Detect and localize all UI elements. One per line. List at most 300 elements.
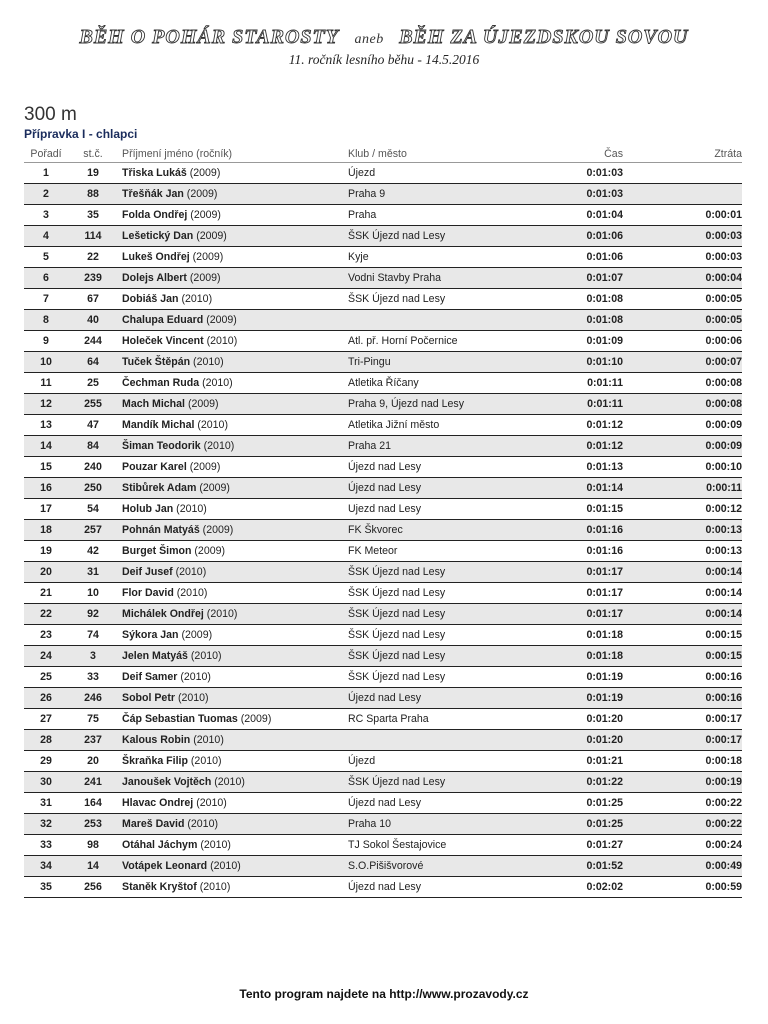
- cell-bib: 3: [68, 646, 118, 667]
- cell-position: 2: [24, 184, 68, 205]
- runner-name: Sýkora Jan: [122, 629, 179, 641]
- cell-time: 0:01:20: [548, 709, 698, 730]
- runner-year: (2010): [199, 881, 231, 893]
- cell-time: 0:01:06: [548, 226, 698, 247]
- cell-time: 0:01:09: [548, 331, 698, 352]
- runner-name: Mareš David: [122, 818, 185, 830]
- table-row: [24, 478, 742, 499]
- cell-loss: 0:00:14: [698, 562, 742, 583]
- cell-time: 0:01:11: [548, 373, 698, 394]
- cell-loss: 0:00:11: [698, 478, 742, 499]
- cell-time: 0:01:16: [548, 541, 698, 562]
- runner-name: Otáhal Jáchym: [122, 839, 198, 851]
- cell-bib: 240: [68, 457, 118, 478]
- cell-name: [118, 205, 348, 226]
- cell-loss: 0:00:10: [698, 457, 742, 478]
- cell-position: 9: [24, 331, 68, 352]
- cell-loss: 0:00:22: [698, 793, 742, 814]
- table-row: [24, 709, 742, 730]
- cell-time: 0:01:20: [548, 730, 698, 751]
- cell-time: 0:01:19: [548, 667, 698, 688]
- cell-time: 0:01:07: [548, 268, 698, 289]
- cell-position: 31: [24, 793, 68, 814]
- cell-name: [118, 184, 348, 205]
- cell-position: 27: [24, 709, 68, 730]
- runner-name: Flor David: [122, 587, 174, 599]
- cell-position: 19: [24, 541, 68, 562]
- table-row: [24, 373, 742, 394]
- cell-club: ŠSK Újezd nad Lesy: [348, 289, 548, 310]
- cell-time: 0:01:16: [548, 520, 698, 541]
- runner-name: Holeček Vincent: [122, 335, 204, 347]
- cell-bib: 84: [68, 436, 118, 457]
- cell-name: [118, 373, 348, 394]
- cell-name: [118, 835, 348, 856]
- cell-loss: 0:00:06: [698, 331, 742, 352]
- runner-year: (2009): [187, 398, 219, 410]
- cell-time: 0:01:15: [548, 499, 698, 520]
- cell-bib: 31: [68, 562, 118, 583]
- cell-name: [118, 877, 348, 898]
- cell-time: 0:01:18: [548, 625, 698, 646]
- runner-name: Pohnán Matyáš: [122, 524, 200, 536]
- runner-year: (2009): [181, 629, 213, 641]
- table-row: [24, 205, 742, 226]
- cell-bib: 257: [68, 520, 118, 541]
- runner-year: (2010): [210, 860, 241, 872]
- cell-loss: 0:00:49: [698, 856, 742, 877]
- runner-name: Folda Ondřej: [122, 209, 188, 221]
- cell-position: 12: [24, 394, 68, 415]
- col-header-loss: Ztráta: [698, 145, 742, 163]
- cell-loss: 0:00:19: [698, 772, 742, 793]
- event-title-left: BĚH O POHÁR STAROSTY: [79, 26, 339, 48]
- cell-bib: 92: [68, 604, 118, 625]
- cell-bib: 237: [68, 730, 118, 751]
- runner-year: (2010): [196, 797, 227, 809]
- table-row: [24, 562, 742, 583]
- cell-name: [118, 499, 348, 520]
- table-row: [24, 877, 742, 898]
- cell-bib: 35: [68, 205, 118, 226]
- runner-year: (2010): [200, 839, 231, 851]
- cell-name: [118, 583, 348, 604]
- cell-name: [118, 310, 348, 331]
- table-row: [24, 625, 742, 646]
- cell-bib: 20: [68, 751, 118, 772]
- cell-name: [118, 541, 348, 562]
- runner-name: Lešetický Dan: [122, 230, 194, 242]
- table-row: [24, 163, 742, 184]
- cell-bib: 255: [68, 394, 118, 415]
- cell-position: 34: [24, 856, 68, 877]
- cell-bib: 19: [68, 163, 118, 184]
- col-header-position: Pořadí: [24, 145, 68, 163]
- race-distance: 300 m: [24, 104, 77, 125]
- cell-loss: 0:00:08: [698, 373, 742, 394]
- cell-club: TJ Sokol Šestajovice: [348, 835, 548, 856]
- cell-time: 0:01:17: [548, 562, 698, 583]
- table-row: [24, 541, 742, 562]
- table-row: [24, 268, 742, 289]
- runner-year: (2010): [176, 503, 207, 515]
- table-row: [24, 646, 742, 667]
- runner-year: (2009): [189, 461, 221, 473]
- cell-position: 14: [24, 436, 68, 457]
- cell-bib: 114: [68, 226, 118, 247]
- cell-time: 0:01:25: [548, 814, 698, 835]
- cell-time: 0:01:12: [548, 415, 698, 436]
- table-row: [24, 772, 742, 793]
- runner-year: (2010): [176, 587, 208, 599]
- cell-position: 30: [24, 772, 68, 793]
- cell-position: 23: [24, 625, 68, 646]
- runner-year: (2010): [181, 293, 213, 305]
- runner-name: Lukeš Ondřej: [122, 251, 190, 263]
- cell-bib: 67: [68, 289, 118, 310]
- runner-name: Hlavac Ondrej: [122, 797, 194, 809]
- cell-club: Atletika Jižní město: [348, 415, 548, 436]
- cell-club: Atletika Říčany: [348, 373, 548, 394]
- cell-name: [118, 226, 348, 247]
- cell-loss: 0:00:59: [698, 877, 742, 898]
- cell-name: [118, 730, 348, 751]
- cell-loss: 0:00:08: [698, 394, 742, 415]
- cell-club: RC Sparta Praha: [348, 709, 548, 730]
- cell-loss: [698, 163, 742, 184]
- table-row: [24, 394, 742, 415]
- cell-time: 0:01:14: [548, 478, 698, 499]
- cell-club: Praha 10: [348, 814, 548, 835]
- cell-club: FK Meteor: [348, 541, 548, 562]
- cell-bib: 14: [68, 856, 118, 877]
- cell-name: [118, 751, 348, 772]
- cell-time: 0:01:03: [548, 163, 698, 184]
- cell-name: [118, 415, 348, 436]
- cell-name: [118, 856, 348, 877]
- runner-name: Jelen Matyáš: [122, 650, 188, 662]
- cell-bib: 47: [68, 415, 118, 436]
- cell-bib: 54: [68, 499, 118, 520]
- cell-name: [118, 331, 348, 352]
- runner-name: Holub Jan: [122, 503, 174, 515]
- cell-bib: 239: [68, 268, 118, 289]
- cell-bib: 256: [68, 877, 118, 898]
- cell-position: 3: [24, 205, 68, 226]
- cell-position: 22: [24, 604, 68, 625]
- cell-position: 7: [24, 289, 68, 310]
- cell-time: 0:01:17: [548, 604, 698, 625]
- cell-loss: 0:00:03: [698, 247, 742, 268]
- cell-club: Praha 9, Újezd nad Lesy: [348, 394, 548, 415]
- cell-loss: 0:00:07: [698, 352, 742, 373]
- cell-name: [118, 814, 348, 835]
- runner-year: (2009): [240, 713, 272, 725]
- table-row: [24, 499, 742, 520]
- cell-club: Praha 21: [348, 436, 548, 457]
- cell-position: 21: [24, 583, 68, 604]
- event-title-join: aneb: [354, 32, 384, 47]
- col-header-bib: st.č.: [68, 145, 118, 163]
- cell-position: 16: [24, 478, 68, 499]
- cell-club: Újezd: [348, 751, 548, 772]
- cell-bib: 88: [68, 184, 118, 205]
- table-row: [24, 247, 742, 268]
- cell-time: 0:01:03: [548, 184, 698, 205]
- cell-loss: 0:00:09: [698, 436, 742, 457]
- cell-loss: 0:00:16: [698, 667, 742, 688]
- cell-loss: 0:00:14: [698, 583, 742, 604]
- cell-club: ŠSK Újezd nad Lesy: [348, 226, 548, 247]
- runner-name: Tuček Štěpán: [122, 356, 191, 368]
- runner-year: (2010): [190, 650, 222, 662]
- cell-loss: 0:00:24: [698, 835, 742, 856]
- cell-name: [118, 667, 348, 688]
- table-row: [24, 226, 742, 247]
- cell-name: [118, 772, 348, 793]
- table-row: [24, 436, 742, 457]
- cell-time: 0:01:06: [548, 247, 698, 268]
- cell-loss: 0:00:15: [698, 625, 742, 646]
- cell-club: ŠSK Újezd nad Lesy: [348, 625, 548, 646]
- cell-time: 0:01:12: [548, 436, 698, 457]
- event-title-right: BĚH ZA ÚJEZDSKOU SOVOU: [399, 26, 689, 48]
- col-header-name: Příjmení jméno (ročník): [118, 145, 348, 163]
- runner-year: (2009): [206, 314, 237, 326]
- cell-name: [118, 289, 348, 310]
- table-row: [24, 289, 742, 310]
- cell-time: 0:01:10: [548, 352, 698, 373]
- results-table: [24, 145, 742, 898]
- cell-position: 13: [24, 415, 68, 436]
- cell-loss: [698, 184, 742, 205]
- cell-name: [118, 247, 348, 268]
- cell-position: 15: [24, 457, 68, 478]
- cell-loss: 0:00:16: [698, 688, 742, 709]
- results-header-row: [24, 145, 742, 163]
- cell-club: ŠSK Újezd nad Lesy: [348, 646, 548, 667]
- col-header-time: Čas: [548, 145, 698, 163]
- cell-club: Újezd nad Lesy: [348, 688, 548, 709]
- table-row: [24, 352, 742, 373]
- cell-club: Praha 9: [348, 184, 548, 205]
- cell-name: [118, 604, 348, 625]
- cell-club: Ujezd nad Lesy: [348, 499, 548, 520]
- runner-year: (2010): [203, 440, 235, 452]
- table-row: [24, 688, 742, 709]
- cell-club: Atl. př. Horní Počernice: [348, 331, 548, 352]
- runner-year: (2009): [202, 524, 234, 536]
- runner-name: Kalous Robin: [122, 734, 191, 746]
- cell-position: 29: [24, 751, 68, 772]
- runner-year: (2009): [186, 188, 218, 200]
- runner-name: Staněk Kryštof: [122, 881, 197, 893]
- cell-loss: 0:00:03: [698, 226, 742, 247]
- table-row: [24, 604, 742, 625]
- cell-bib: 241: [68, 772, 118, 793]
- cell-position: 10: [24, 352, 68, 373]
- cell-club: ŠSK Újezd nad Lesy: [348, 583, 548, 604]
- runner-year: (2010): [193, 356, 224, 368]
- cell-club: Praha: [348, 205, 548, 226]
- cell-time: 0:01:19: [548, 688, 698, 709]
- runner-year: (2009): [189, 272, 221, 284]
- cell-time: 0:01:27: [548, 835, 698, 856]
- table-row: [24, 520, 742, 541]
- runner-name: Pouzar Karel: [122, 461, 187, 473]
- table-row: [24, 856, 742, 877]
- runner-name: Třiska Lukáš: [122, 167, 187, 179]
- cell-position: 4: [24, 226, 68, 247]
- cell-name: [118, 625, 348, 646]
- cell-name: [118, 478, 348, 499]
- cell-loss: 0:00:18: [698, 751, 742, 772]
- runner-name: Deif Samer: [122, 671, 178, 683]
- table-row: [24, 793, 742, 814]
- runner-year: (2010): [177, 692, 209, 704]
- runner-name: Janoušek Vojtěch: [122, 776, 212, 788]
- runner-year: (2010): [206, 608, 238, 620]
- cell-bib: 253: [68, 814, 118, 835]
- cell-club: Vodni Stavby Praha: [348, 268, 548, 289]
- cell-loss: 0:00:09: [698, 415, 742, 436]
- runner-name: Sobol Petr: [122, 692, 175, 704]
- cell-name: [118, 562, 348, 583]
- cell-time: 0:01:13: [548, 457, 698, 478]
- cell-position: 20: [24, 562, 68, 583]
- cell-bib: 75: [68, 709, 118, 730]
- runner-name: Mandík Michal: [122, 419, 195, 431]
- cell-time: 0:02:02: [548, 877, 698, 898]
- cell-club: ŠSK Újezd nad Lesy: [348, 667, 548, 688]
- runner-year: (2009): [189, 167, 221, 179]
- cell-name: [118, 646, 348, 667]
- cell-position: 6: [24, 268, 68, 289]
- cell-position: 32: [24, 814, 68, 835]
- cell-time: 0:01:25: [548, 793, 698, 814]
- cell-club: Kyje: [348, 247, 548, 268]
- cell-loss: 0:00:05: [698, 289, 742, 310]
- runner-year: (2010): [202, 377, 233, 389]
- cell-position: 33: [24, 835, 68, 856]
- runner-name: Deif Jusef: [122, 566, 173, 578]
- event-subtitle: 11. ročník lesního běhu - 14.5.2016: [288, 52, 480, 67]
- cell-position: 28: [24, 730, 68, 751]
- cell-name: [118, 457, 348, 478]
- cell-name: [118, 394, 348, 415]
- table-row: [24, 583, 742, 604]
- cell-bib: 64: [68, 352, 118, 373]
- table-row: [24, 667, 742, 688]
- cell-loss: 0:00:15: [698, 646, 742, 667]
- runner-year: (2010): [180, 671, 211, 683]
- cell-position: 8: [24, 310, 68, 331]
- cell-bib: 40: [68, 310, 118, 331]
- runner-year: (2010): [175, 566, 207, 578]
- cell-loss: 0:00:12: [698, 499, 742, 520]
- cell-name: [118, 688, 348, 709]
- runner-year: (2010): [214, 776, 245, 788]
- table-row: [24, 415, 742, 436]
- cell-position: 26: [24, 688, 68, 709]
- cell-name: [118, 268, 348, 289]
- cell-loss: 0:00:13: [698, 541, 742, 562]
- runner-name: Čechman Ruda: [122, 377, 200, 389]
- table-row: [24, 835, 742, 856]
- runner-name: Chalupa Eduard: [122, 314, 204, 326]
- runner-year: (2009): [194, 545, 226, 557]
- runner-year: (2009): [199, 482, 230, 494]
- runner-year: (2009): [190, 209, 221, 221]
- cell-club: [348, 730, 548, 751]
- cell-time: 0:01:21: [548, 751, 698, 772]
- cell-bib: 10: [68, 583, 118, 604]
- cell-club: Újezd nad Lesy: [348, 457, 548, 478]
- runner-name: Michálek Ondřej: [122, 608, 204, 620]
- cell-time: 0:01:17: [548, 583, 698, 604]
- cell-time: 0:01:11: [548, 394, 698, 415]
- cell-loss: 0:00:17: [698, 730, 742, 751]
- runner-name: Škraňka Filip: [122, 755, 188, 767]
- cell-bib: 74: [68, 625, 118, 646]
- cell-position: 1: [24, 163, 68, 184]
- cell-name: [118, 436, 348, 457]
- runner-year: (2010): [187, 818, 218, 830]
- runner-name: Votápek Leonard: [122, 860, 208, 872]
- cell-bib: 250: [68, 478, 118, 499]
- col-header-club: Klub / město: [348, 145, 548, 163]
- cell-bib: 25: [68, 373, 118, 394]
- cell-name: [118, 793, 348, 814]
- cell-position: 17: [24, 499, 68, 520]
- cell-club: S.O.Pišišvorové: [348, 856, 548, 877]
- table-row: [24, 730, 742, 751]
- table-row: [24, 457, 742, 478]
- cell-club: Tri-Pingu: [348, 352, 548, 373]
- event-title: [0, 26, 768, 49]
- runner-name: Čáp Sebastian Tuomas: [122, 713, 238, 725]
- race-category: Přípravka I - chlapci: [24, 127, 138, 141]
- runner-name: Dobiáš Jan: [122, 293, 179, 305]
- cell-bib: 33: [68, 667, 118, 688]
- cell-time: 0:01:08: [548, 310, 698, 331]
- cell-position: 18: [24, 520, 68, 541]
- cell-club: ŠSK Újezd nad Lesy: [348, 772, 548, 793]
- cell-time: 0:01:04: [548, 205, 698, 226]
- cell-time: 0:01:22: [548, 772, 698, 793]
- cell-club: Újezd: [348, 163, 548, 184]
- cell-time: 0:01:08: [548, 289, 698, 310]
- runner-year: (2010): [193, 734, 224, 746]
- table-row: [24, 814, 742, 835]
- table-row: [24, 184, 742, 205]
- table-row: [24, 331, 742, 352]
- cell-name: [118, 352, 348, 373]
- runner-name: Burget Šimon: [122, 545, 192, 557]
- cell-loss: 0:00:22: [698, 814, 742, 835]
- runner-year: (2009): [192, 251, 224, 263]
- runner-year: (2010): [197, 419, 228, 431]
- table-row: [24, 310, 742, 331]
- table-row: [24, 751, 742, 772]
- runner-name: Mach Michal: [122, 398, 185, 410]
- cell-club: FK Škvorec: [348, 520, 548, 541]
- runner-year: (2010): [190, 755, 222, 767]
- runner-name: Třešňák Jan: [122, 188, 184, 200]
- cell-bib: 98: [68, 835, 118, 856]
- cell-loss: 0:00:13: [698, 520, 742, 541]
- cell-loss: 0:00:05: [698, 310, 742, 331]
